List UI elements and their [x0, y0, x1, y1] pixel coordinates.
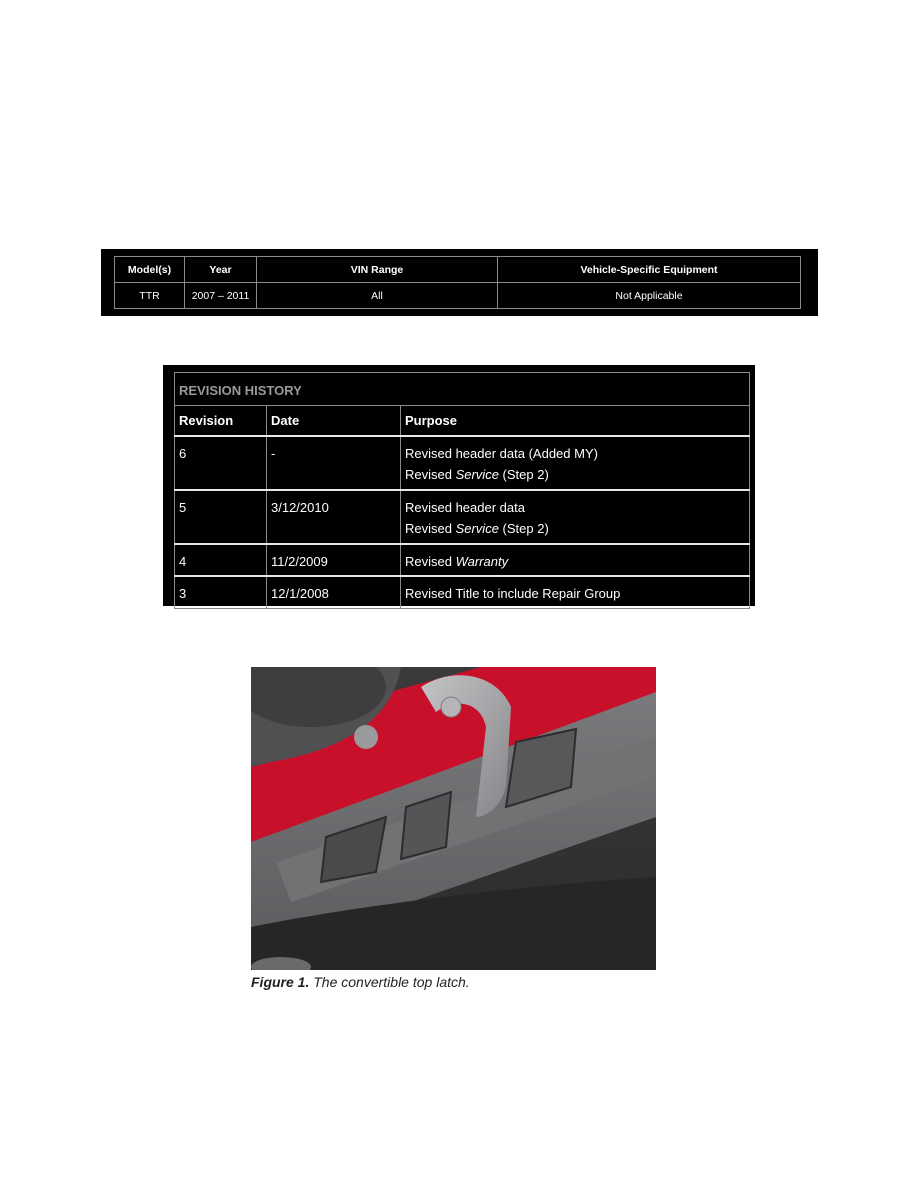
revision-number: 3	[175, 576, 267, 609]
revision-purpose: Revised Warranty	[401, 544, 750, 576]
revision-number: 4	[175, 544, 267, 576]
revision-date: -	[267, 436, 401, 490]
cell-vehicle-equipment: Not Applicable	[498, 283, 801, 309]
revision-purpose: Revised header data (Added MY) Revised Service (Step 2)	[401, 436, 750, 490]
revision-purpose: Revised header data Revised Service (Step 2)	[401, 490, 750, 544]
header-models: Model(s)	[115, 257, 185, 283]
revision-row	[175, 544, 750, 576]
header-vehicle-equipment: Vehicle-Specific Equipment	[498, 257, 801, 283]
applicability-table	[114, 256, 801, 309]
header-revision: Revision	[175, 406, 267, 437]
cell-vin-range: All	[257, 283, 498, 309]
figure-caption-text: The convertible top latch.	[309, 974, 470, 990]
revision-date: 11/2/2009	[267, 544, 401, 576]
revision-row	[175, 576, 750, 609]
revision-number: 6	[175, 436, 267, 490]
header-year: Year	[185, 257, 257, 283]
figure-label: Figure 1.	[251, 974, 310, 990]
header-purpose: Purpose	[401, 406, 750, 437]
applicability-table-container	[101, 249, 818, 316]
applicability-row	[115, 283, 801, 309]
revision-date: 12/1/2008	[267, 576, 401, 609]
header-vin-range: VIN Range	[257, 257, 498, 283]
revision-purpose: Revised Title to include Repair Group	[401, 576, 750, 609]
revision-title-row	[175, 373, 750, 406]
revision-row	[175, 490, 750, 544]
figure-caption	[251, 974, 470, 990]
cell-year: 2007 – 2011	[185, 283, 257, 309]
revision-row	[175, 436, 750, 490]
cell-model: TTR	[115, 283, 185, 309]
revision-header-row	[175, 406, 750, 437]
header-date: Date	[267, 406, 401, 437]
convertible-top-latch-photo	[251, 667, 656, 970]
revision-history-title: REVISION HISTORY	[175, 373, 750, 406]
revision-history-container	[163, 365, 755, 606]
applicability-header-row	[115, 257, 801, 283]
revision-history-table	[174, 372, 750, 609]
latch-photo-illustration	[251, 667, 656, 970]
revision-number: 5	[175, 490, 267, 544]
revision-date: 3/12/2010	[267, 490, 401, 544]
